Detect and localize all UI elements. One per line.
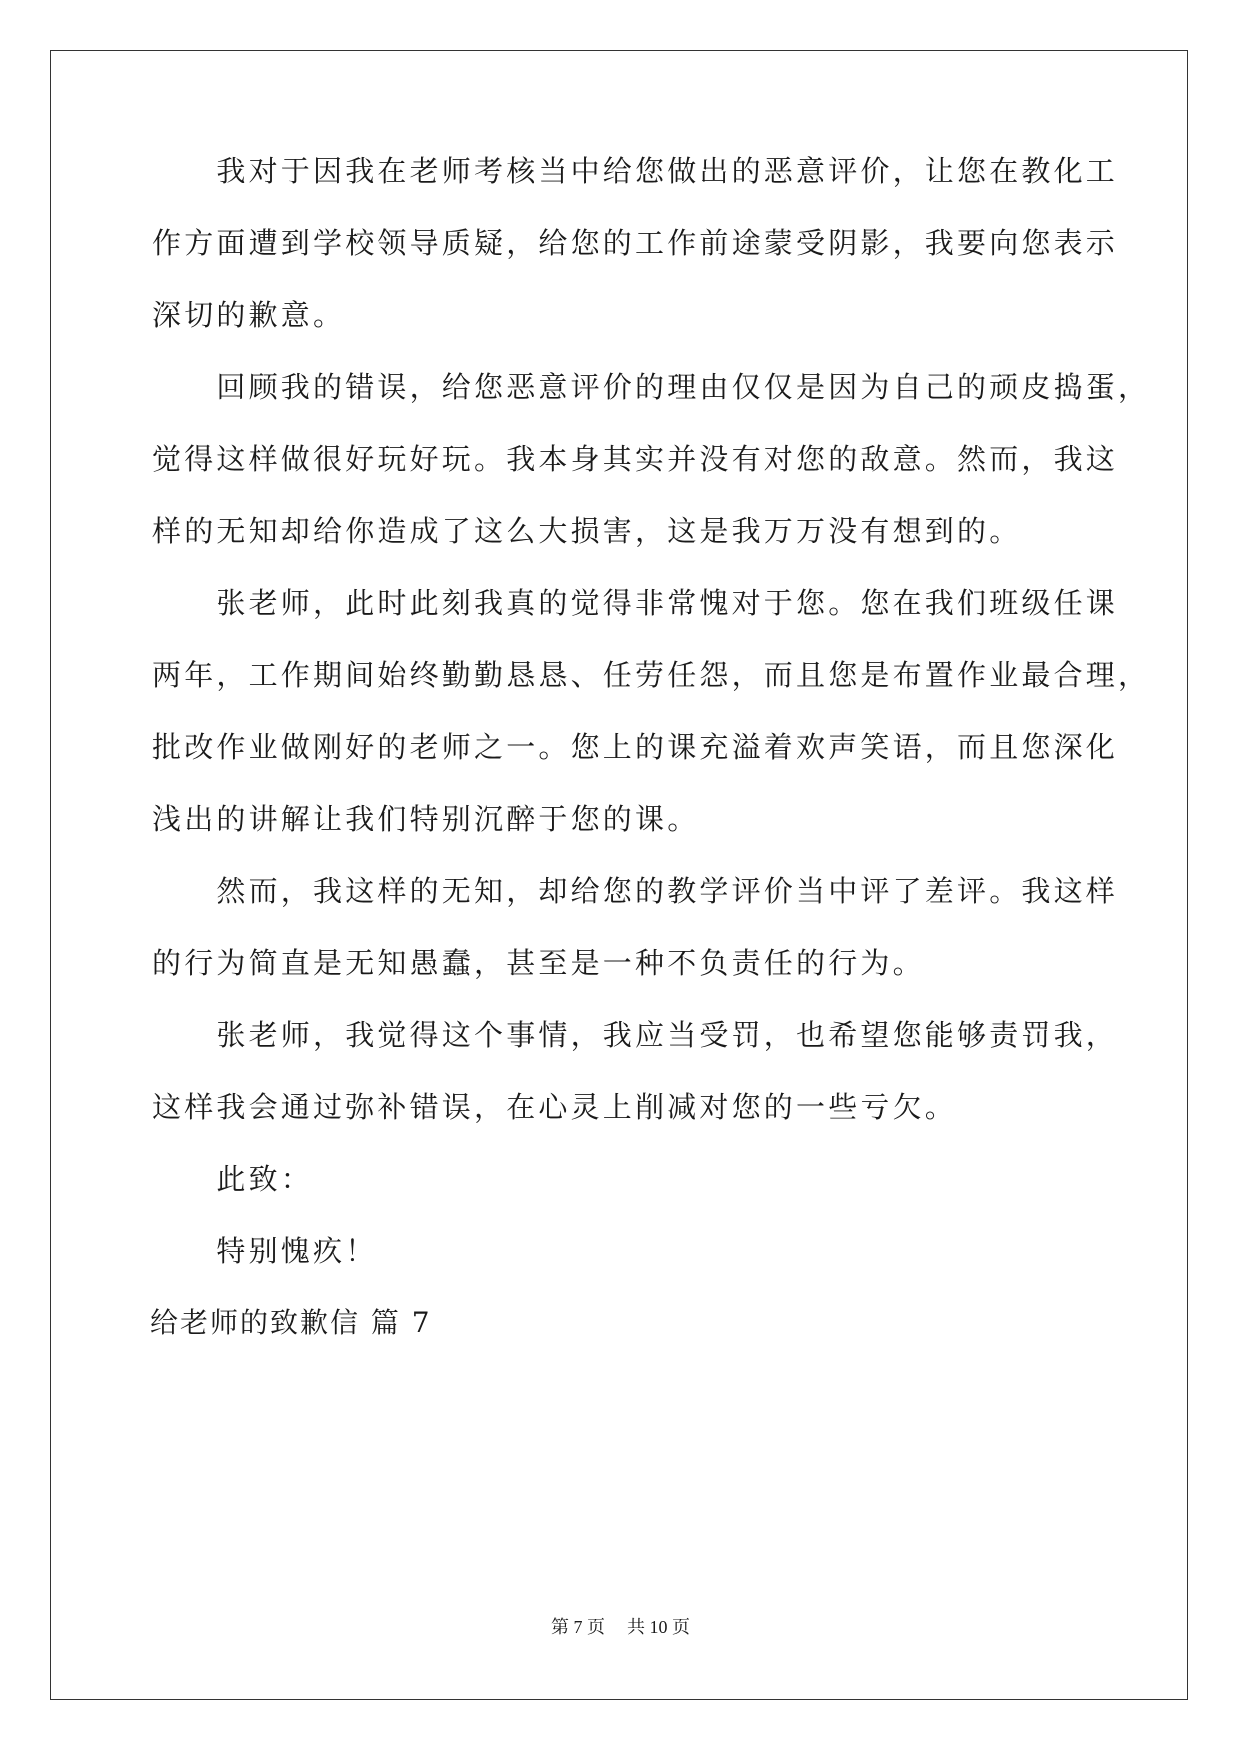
- paragraph-line: 批改作业做刚好的老师之一。您上的课充溢着欢声笑语，而且您深化: [152, 730, 1119, 764]
- paragraph-line: 的行为简直是无知愚蠢，甚至是一种不负责任的行为。: [152, 946, 925, 980]
- paragraph-line: 浅出的讲解让我们特别沉醉于您的课。: [152, 802, 700, 836]
- paragraph-line: 回顾我的错误，给您恶意评价的理由仅仅是因为自己的顽皮捣蛋，: [152, 370, 1151, 404]
- closing-salutation: 此致：: [152, 1162, 314, 1196]
- paragraph-line: 两年，工作期间始终勤勤恳恳、任劳任怨，而且您是布置作业最合理，: [152, 658, 1151, 692]
- paragraph-line: 样的无知却给你造成了这么大损害，这是我万万没有想到的。: [152, 514, 1022, 548]
- page-number-total: 共 10 页: [627, 1617, 690, 1637]
- page-number-current: 第 7 页: [551, 1617, 605, 1637]
- closing-remark: 特别愧疚！: [152, 1234, 378, 1268]
- paragraph-line: 张老师，我觉得这个事情，我应当受罚，也希望您能够责罚我，: [152, 1018, 1119, 1052]
- paragraph-line: 作方面遭到学校领导质疑，给您的工作前途蒙受阴影，我要向您表示: [152, 226, 1119, 260]
- page-footer: [0, 1615, 1241, 1639]
- paragraph-line: 张老师，此时此刻我真的觉得非常愧对于您。您在我们班级任课: [152, 586, 1119, 620]
- paragraph-line: 这样我会通过弥补错误，在心灵上削减对您的一些亏欠。: [152, 1090, 958, 1124]
- paragraph-line: 觉得这样做很好玩好玩。我本身其实并没有对您的敌意。然而，我这: [152, 442, 1119, 476]
- paragraph-line: 我对于因我在老师考核当中给您做出的恶意评价，让您在教化工: [152, 154, 1119, 188]
- paragraph-line: 深切的歉意。: [152, 298, 346, 332]
- section-heading: 给老师的致歉信 篇 7: [150, 1306, 432, 1339]
- paragraph-line: 然而，我这样的无知，却给您的教学评价当中评了差评。我这样: [152, 874, 1119, 908]
